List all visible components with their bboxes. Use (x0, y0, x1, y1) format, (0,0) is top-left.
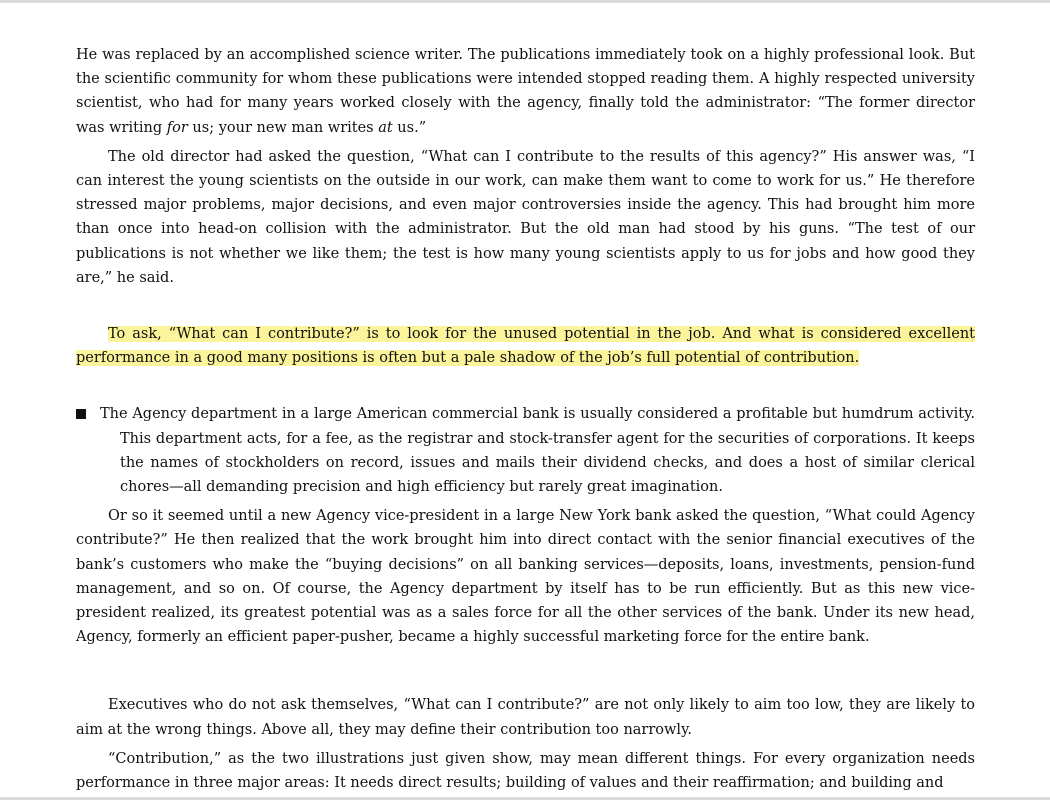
paragraph-vice-president: Or so it seemed until a new Agency vice-president in a large New York bank asked the question, “What could Agency contribute?” He then realized that the work brought him into direct contact with the senior financial executives of the bank’s customers who make the “buying decisions” on all banking services—deposits, loans, investments, pension-fund management, and so on. Of course, the Agency department by itself has to be run efficiently. But as this new vice-president realized, its greatest potential was as a sales force for all the other services of the bank. Under its new head, Agency, formerly an efficient paper-pusher, became a highly successful marketing force for the entire bank. (76, 508, 975, 646)
document-page (76, 43, 975, 795)
top-page-border (0, 0, 1050, 3)
paragraph-replaced-writer (76, 43, 975, 140)
paragraph-text: us; your new man writes (187, 119, 379, 136)
highlight-span[interactable]: To ask, “What can I contribute?” is to look for the unused potential in the job. And what is considered excellent performance in a good many positions is often but a pale shadow of the job’s full potential of contribution. (76, 326, 975, 367)
paragraph-old-director: The old director had asked the question, “What can I contribute to the results of this agency?” His answer was, “I can interest the young scientists on the outside in our work, can make them want to come to work for us.” He therefore stressed major problems, major decisions, and even major controversies inside the agency. This had brought him more than once into head-on collision with the administrator. But the old man had stood by his guns. “The test of our publications is not whether we like them; the test is how many young scientists apply to us for jobs and how good they are,” he said. (76, 148, 975, 286)
bullet-text: The Agency department in a large American commercial bank is usually considered a profitable but humdrum activity. This department acts, for a fee, as the registrar and stock-transfer agent for the securities of corporations. It keeps the names of stockholders on record, issues and mails their dividend checks, and does a host of similar clerical chores—all demanding precision and high efficiency but rarely great imagination. (100, 406, 975, 496)
square-bullet-icon (76, 409, 86, 419)
paragraph-text: us.” (392, 119, 427, 136)
paragraph-contribution: “Contribution,” as the two illustrations just given show, may mean different things. For every organization needs performance in three major areas: It needs direct results; building of values and their reaffirmation; and building and (76, 750, 975, 792)
highlighted-paragraph[interactable] (76, 322, 975, 370)
paragraph-executives: Executives who do not ask themselves, “What can I contribute?” are not only likely to aim too low, they are likely to aim at the wrong things. Above all, they may define their contribution too narrowly. (76, 697, 975, 738)
paragraph-text: He was replaced by an accomplished science writer. The publications immediately took on a highly professional look. But the scientific community for whom these publications were intended stopped reading them. A highly respected university scientist, who had for many years worked closely with the agency, finally told the administrator: “The former director was writing (76, 47, 975, 136)
emphasis-for: for (166, 119, 188, 136)
emphasis-at: at (378, 119, 393, 136)
bullet-paragraph-agency (76, 402, 975, 499)
